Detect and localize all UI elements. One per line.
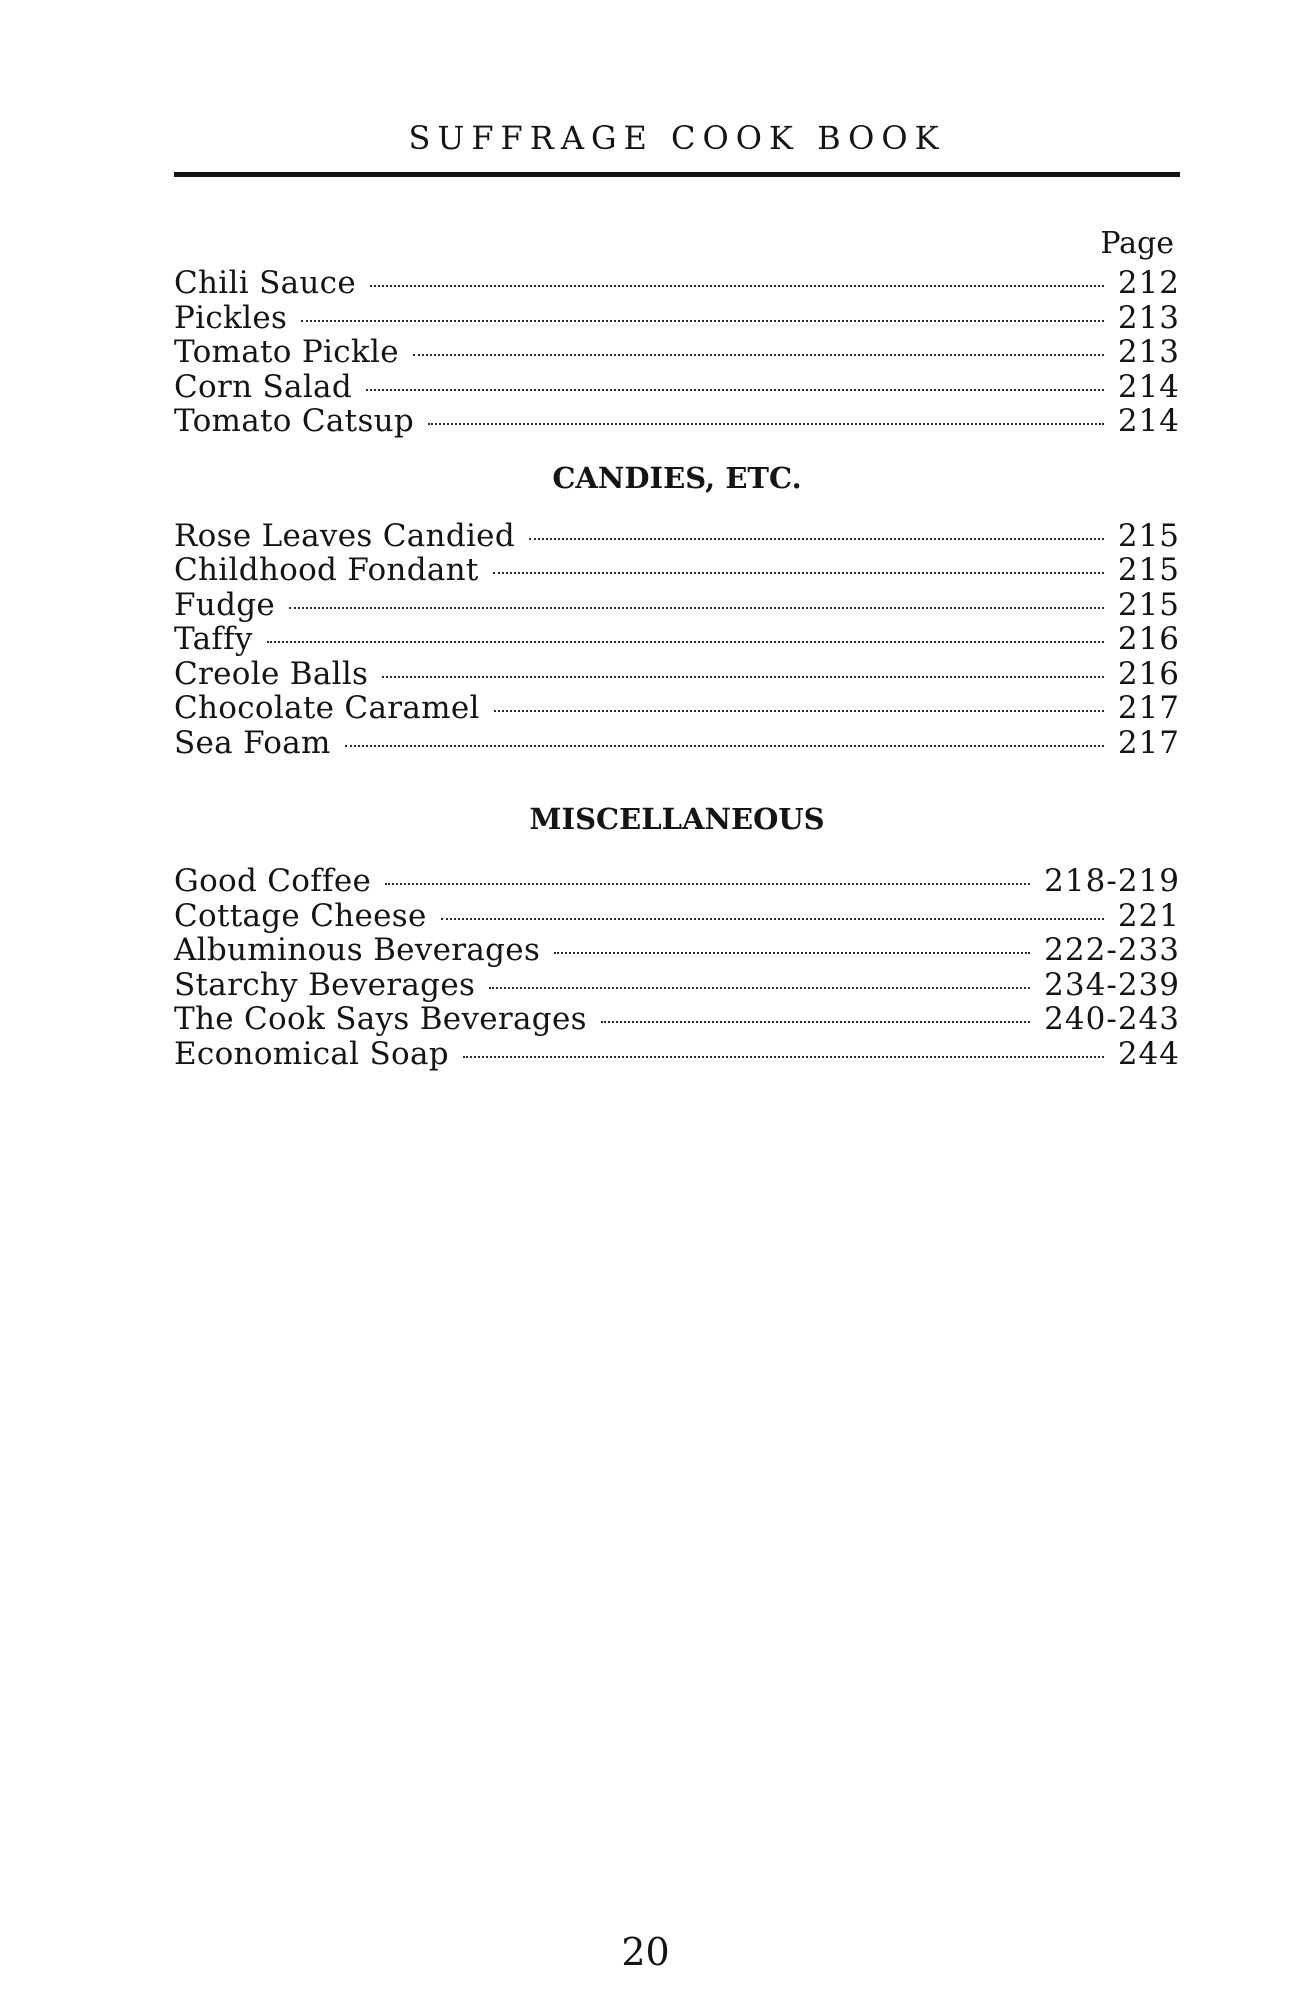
- header-rule: [174, 172, 1180, 177]
- toc-entry-page: 222-233: [1044, 932, 1180, 968]
- toc-entry-page: 213: [1117, 299, 1180, 336]
- toc-entry-label: Tomato Catsup: [174, 403, 415, 439]
- toc-entry: [174, 519, 1180, 554]
- toc-entry-label: Tomato Pickle: [174, 334, 399, 370]
- toc-entry-page: 212: [1117, 265, 1180, 301]
- toc-entry: [174, 1037, 1180, 1072]
- toc-entry: [174, 404, 1180, 439]
- toc-entry-page: 221: [1117, 897, 1180, 934]
- toc-entry-label: Sea Foam: [174, 724, 331, 761]
- toc-entry: [174, 864, 1180, 899]
- dot-leader: [489, 987, 1030, 989]
- toc-entry-page: 234-239: [1044, 966, 1180, 1003]
- toc-entry-label: Economical Soap: [174, 1035, 449, 1072]
- toc-entry-label: Fudge: [174, 586, 276, 623]
- dot-leader: [289, 607, 1104, 609]
- toc-entry: [174, 968, 1180, 1003]
- page-column-heading: Page: [1100, 226, 1174, 261]
- toc-entry-page: 216: [1117, 621, 1180, 657]
- toc-entry: [174, 899, 1180, 934]
- dot-leader: [493, 572, 1104, 574]
- dot-leader: [382, 676, 1104, 678]
- dot-leader: [345, 745, 1104, 747]
- toc-entry-label: Creole Balls: [174, 655, 369, 692]
- toc-entry-label: The Cook Says Beverages: [174, 1001, 587, 1037]
- toc-entry-page: 215: [1117, 586, 1180, 623]
- dot-leader: [529, 538, 1104, 540]
- toc-entry-label: Albuminous Beverages: [174, 932, 541, 968]
- dot-leader: [267, 641, 1104, 643]
- toc-entry-label: Cottage Cheese: [174, 897, 427, 934]
- toc-entry-page: 240-243: [1044, 1001, 1180, 1037]
- toc-entry-page: 217: [1117, 690, 1180, 726]
- toc-entry-label: Starchy Beverages: [174, 966, 476, 1003]
- page-number: 20: [621, 1930, 670, 1974]
- toc-entry-label: Taffy: [174, 621, 253, 657]
- dot-leader: [494, 710, 1104, 712]
- section-title-candies: CANDIES, ETC.: [552, 460, 802, 495]
- toc-entry: [174, 301, 1180, 336]
- toc-entry-label: Good Coffee: [174, 863, 372, 899]
- toc-entry: [174, 370, 1180, 405]
- toc-entry-label: Chocolate Caramel: [174, 690, 480, 726]
- toc-entry-label: Childhood Fondant: [174, 552, 479, 588]
- dot-leader: [370, 285, 1104, 287]
- toc-entry: [174, 266, 1180, 301]
- dot-leader: [301, 320, 1104, 322]
- toc-entry-page: 214: [1117, 403, 1180, 439]
- table-of-contents: [174, 222, 1180, 1071]
- toc-entry: [174, 622, 1180, 657]
- dot-leader: [366, 389, 1104, 391]
- running-head: SUFFRAGE COOK BOOK: [408, 119, 946, 157]
- toc-entry-label: Chili Sauce: [174, 265, 356, 301]
- dot-leader: [554, 952, 1030, 954]
- toc-entry-label: Pickles: [174, 299, 288, 336]
- toc-entry: [174, 691, 1180, 726]
- toc-entry: [174, 335, 1180, 370]
- toc-entry: [174, 553, 1180, 588]
- toc-entry-page: 218-219: [1044, 863, 1180, 899]
- toc-entry-page: 213: [1117, 334, 1180, 370]
- dot-leader: [428, 423, 1104, 425]
- toc-entry: [174, 1002, 1180, 1037]
- toc-entry-page: 214: [1117, 368, 1180, 405]
- toc-entry: [174, 657, 1180, 692]
- toc-entry: [174, 933, 1180, 968]
- toc-entry-label: Rose Leaves Candied: [174, 517, 515, 554]
- dot-leader: [441, 918, 1104, 920]
- dot-leader: [601, 1021, 1030, 1023]
- toc-group-miscellaneous: [174, 864, 1180, 1071]
- dot-leader: [463, 1056, 1104, 1058]
- toc-group-preserves: [174, 266, 1180, 439]
- toc-entry-label: Corn Salad: [174, 368, 352, 405]
- section-title-miscellaneous: MISCELLANEOUS: [529, 802, 825, 836]
- toc-entry-page: 215: [1117, 517, 1180, 554]
- toc-entry-page: 244: [1117, 1035, 1180, 1072]
- toc-entry: [174, 588, 1180, 623]
- toc-entry-page: 216: [1117, 655, 1180, 692]
- dot-leader: [385, 883, 1030, 885]
- toc-group-candies: [174, 519, 1180, 761]
- toc-entry-page: 217: [1117, 724, 1180, 761]
- toc-entry: [174, 726, 1180, 761]
- toc-entry-page: 215: [1117, 552, 1180, 588]
- dot-leader: [413, 354, 1104, 356]
